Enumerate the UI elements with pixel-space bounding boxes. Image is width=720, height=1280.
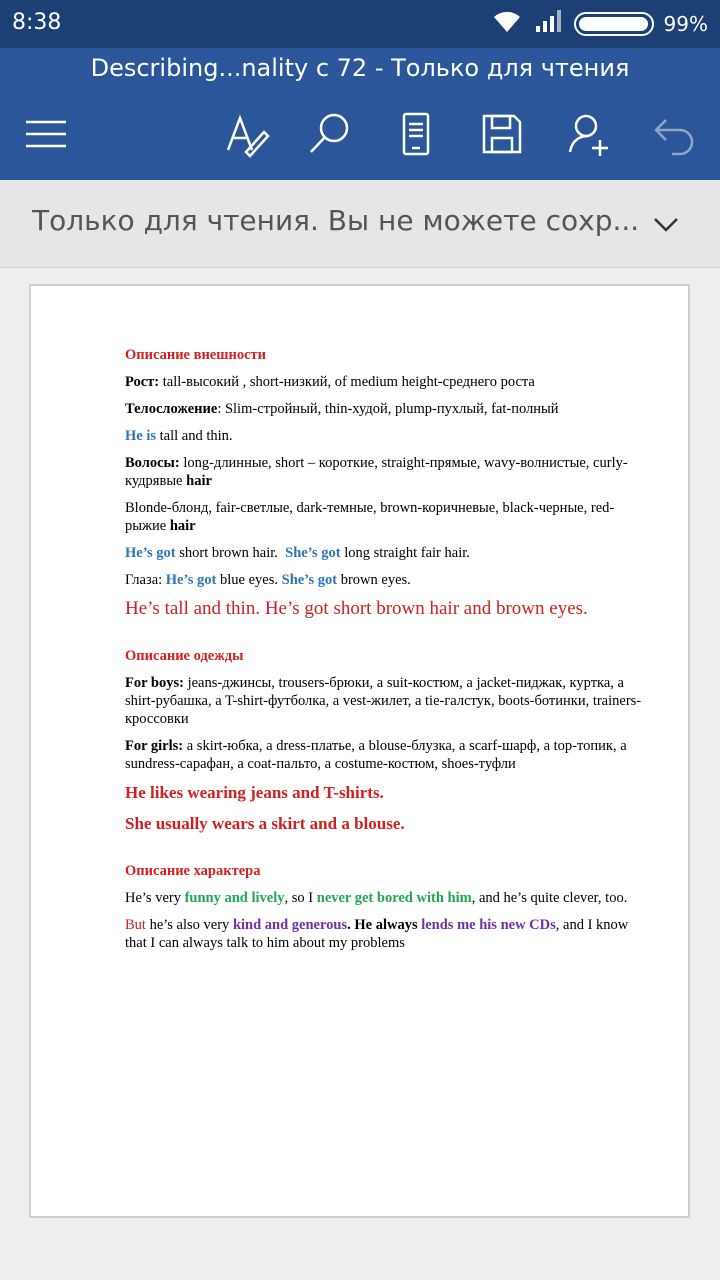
app-header [0, 48, 720, 180]
status-icons [490, 8, 708, 39]
status-bar [0, 0, 720, 48]
paragraph-boys: For boys: jeans-джинсы, trousers-брюки, a suit-костюм, a jacket-пиджак, куртка, a shirt-рубашка, a T-shirt-футболка, a vest-жилет, a tie-галстук, boots-ботинки, trainers-кроссовки [125, 675, 642, 727]
paragraph-hair-example: He’s got short brown hair. She’s got long straight fair hair. [125, 545, 470, 561]
search-icon[interactable] [306, 110, 354, 158]
chevron-down-icon[interactable] [652, 210, 680, 238]
read-only-message: Только для чтения. Вы не можете сохр... [32, 204, 640, 237]
paragraph-hair: Волосы: long-длинные, short – короткие, straight-прямые, wavy-волнистые, curly-кудрявые hair [125, 455, 628, 489]
section-title-clothes: Описание одежды [125, 648, 244, 664]
read-only-banner[interactable] [0, 180, 720, 268]
save-icon[interactable] [478, 110, 526, 158]
menu-icon[interactable] [22, 110, 70, 158]
edit-icon[interactable] [222, 110, 270, 158]
summary-appearance: He’s tall and thin. He’s got short brown hair and brown eyes. [125, 598, 588, 619]
paragraph-eyes: Глаза: He’s got blue eyes. She’s got brown eyes. [125, 572, 411, 588]
paragraph-character-2: But he’s also very kind and generous. He always lends me his new CDs, and I know that I can always talk to him about my problems [125, 917, 629, 951]
section-title-character: Описание характера [125, 863, 261, 879]
document-title: Describing...nality с 72 - Только для чтения [90, 54, 630, 82]
paragraph-he-is: He is tall and thin. [125, 428, 233, 444]
paragraph-hair-colors: Blonde-блонд, fair-светлые, dark-темные, brown-коричневые, black-черные, red-рыжие hair [125, 500, 615, 534]
undo-icon[interactable] [650, 110, 698, 158]
example-likes: He likes wearing jeans and T-shirts. [125, 783, 384, 802]
document-content [125, 346, 645, 961]
paragraph-girls: For girls: a skirt-юбка, a dress-платье, a blouse-блузка, a scarf-шарф, a top-топик, a sundress-сарафан, a coat-пальто, a costume-костюм, shoes-туфли [125, 738, 627, 772]
mobile-view-icon[interactable] [392, 110, 440, 158]
battery-percent: 99% [663, 11, 708, 36]
paragraph-build: Телосложение: Slim-стройный, thin-худой, plump-пухлый, fat-полный [125, 401, 559, 417]
wifi-icon [490, 8, 524, 39]
share-icon[interactable] [566, 110, 614, 158]
paragraph-character-1: He’s very funny and lively, so I never get bored with him, and he’s quite clever, too. [125, 890, 628, 906]
paragraph-height: Рост: tall-высокий , short-низкий, of medium height-среднего роста [125, 374, 535, 390]
battery-icon [574, 12, 654, 36]
example-wears: She usually wears a skirt and a blouse. [125, 814, 405, 833]
status-time: 8:38 [12, 10, 62, 35]
section-title-appearance: Описание внешности [125, 347, 266, 363]
signal-icon [534, 8, 564, 39]
document-page[interactable] [29, 284, 690, 1218]
